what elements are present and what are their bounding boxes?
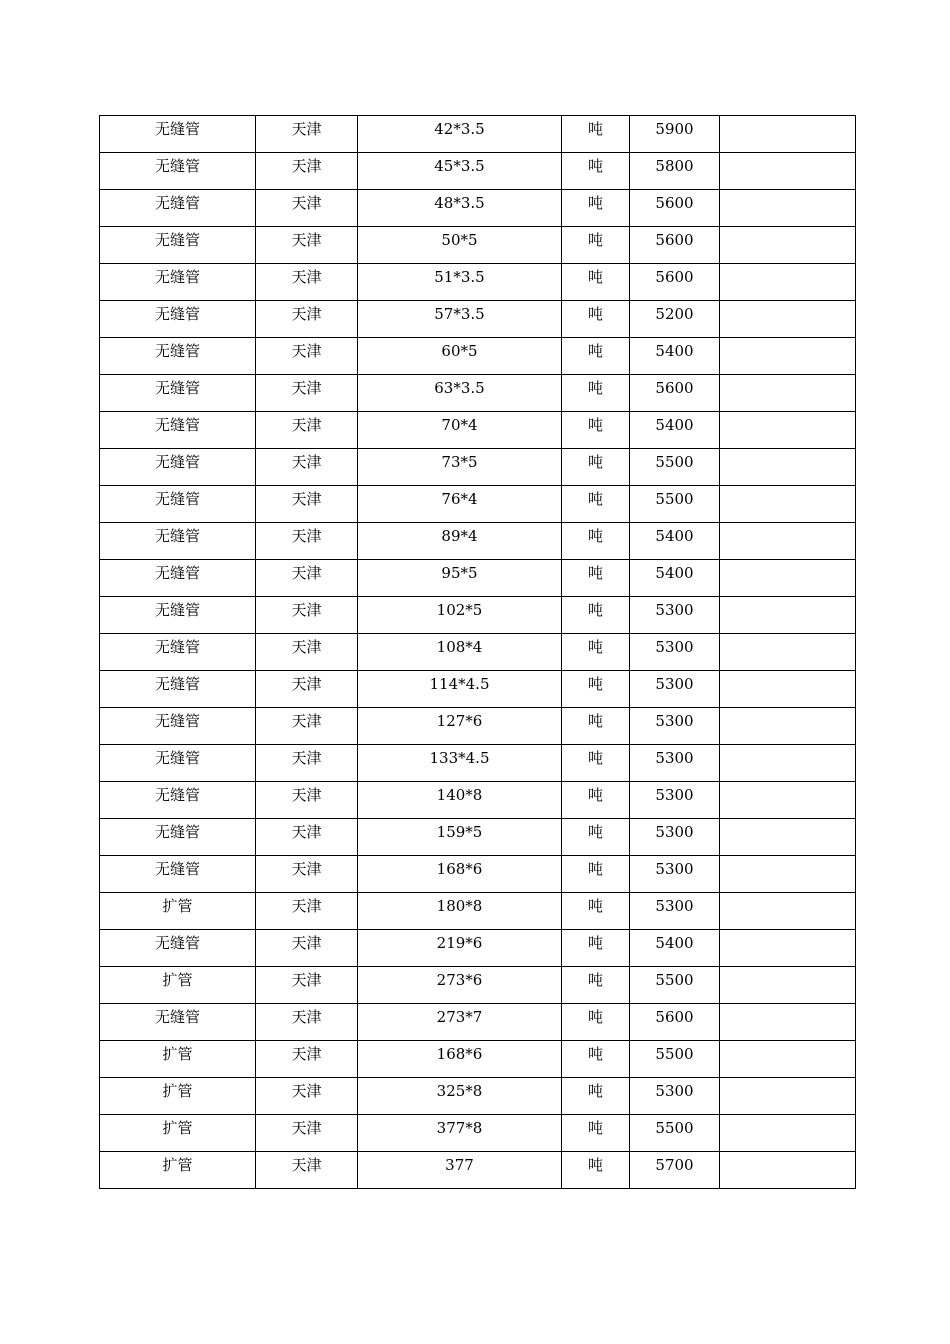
origin-cell: 天津 — [256, 190, 358, 227]
spec-cell: 57*3.5 — [358, 301, 562, 338]
spec-cell: 325*8 — [358, 1078, 562, 1115]
note-cell — [720, 153, 856, 190]
product-name-cell: 无缝管 — [100, 708, 256, 745]
note-cell — [720, 301, 856, 338]
price-cell: 5500 — [630, 449, 720, 486]
price-cell: 5400 — [630, 338, 720, 375]
origin-cell: 天津 — [256, 1041, 358, 1078]
product-name-cell: 无缝管 — [100, 486, 256, 523]
table-row — [100, 412, 856, 449]
origin-cell: 天津 — [256, 153, 358, 190]
origin-cell: 天津 — [256, 338, 358, 375]
product-name-cell: 无缝管 — [100, 449, 256, 486]
price-cell: 5500 — [630, 1115, 720, 1152]
spec-cell: 102*5 — [358, 597, 562, 634]
unit-cell: 吨 — [562, 1004, 630, 1041]
note-cell — [720, 967, 856, 1004]
spec-cell: 50*5 — [358, 227, 562, 264]
unit-cell: 吨 — [562, 190, 630, 227]
product-name-cell: 无缝管 — [100, 338, 256, 375]
price-cell: 5600 — [630, 1004, 720, 1041]
price-cell: 5600 — [630, 375, 720, 412]
note-cell — [720, 375, 856, 412]
price-cell: 5300 — [630, 819, 720, 856]
spec-cell: 108*4 — [358, 634, 562, 671]
price-cell: 5300 — [630, 745, 720, 782]
product-name-cell: 无缝管 — [100, 597, 256, 634]
origin-cell: 天津 — [256, 930, 358, 967]
table-row — [100, 190, 856, 227]
note-cell — [720, 893, 856, 930]
origin-cell: 天津 — [256, 264, 358, 301]
unit-cell: 吨 — [562, 856, 630, 893]
table-row — [100, 1115, 856, 1152]
origin-cell: 天津 — [256, 449, 358, 486]
table-row — [100, 486, 856, 523]
origin-cell: 天津 — [256, 893, 358, 930]
spec-cell: 140*8 — [358, 782, 562, 819]
note-cell — [720, 560, 856, 597]
unit-cell: 吨 — [562, 116, 630, 153]
product-name-cell: 无缝管 — [100, 782, 256, 819]
product-name-cell: 无缝管 — [100, 523, 256, 560]
unit-cell: 吨 — [562, 338, 630, 375]
origin-cell: 天津 — [256, 375, 358, 412]
spec-cell: 63*3.5 — [358, 375, 562, 412]
price-cell: 5400 — [630, 523, 720, 560]
spec-cell: 89*4 — [358, 523, 562, 560]
spec-cell: 168*6 — [358, 1041, 562, 1078]
table-row — [100, 523, 856, 560]
price-cell: 5200 — [630, 301, 720, 338]
table-row — [100, 116, 856, 153]
product-name-cell: 无缝管 — [100, 190, 256, 227]
origin-cell: 天津 — [256, 597, 358, 634]
note-cell — [720, 1078, 856, 1115]
note-cell — [720, 412, 856, 449]
table-row — [100, 708, 856, 745]
table-row — [100, 634, 856, 671]
product-name-cell: 扩管 — [100, 1041, 256, 1078]
origin-cell: 天津 — [256, 967, 358, 1004]
unit-cell: 吨 — [562, 634, 630, 671]
origin-cell: 天津 — [256, 745, 358, 782]
price-cell: 5300 — [630, 671, 720, 708]
table-row — [100, 1152, 856, 1189]
spec-cell: 159*5 — [358, 819, 562, 856]
origin-cell: 天津 — [256, 1115, 358, 1152]
product-name-cell: 无缝管 — [100, 560, 256, 597]
origin-cell: 天津 — [256, 782, 358, 819]
price-cell: 5400 — [630, 412, 720, 449]
unit-cell: 吨 — [562, 153, 630, 190]
product-name-cell: 无缝管 — [100, 227, 256, 264]
note-cell — [720, 1115, 856, 1152]
table-row — [100, 745, 856, 782]
price-cell: 5400 — [630, 930, 720, 967]
note-cell — [720, 338, 856, 375]
product-name-cell: 无缝管 — [100, 116, 256, 153]
spec-cell: 377 — [358, 1152, 562, 1189]
product-name-cell: 无缝管 — [100, 930, 256, 967]
table-row — [100, 1041, 856, 1078]
unit-cell: 吨 — [562, 671, 630, 708]
note-cell — [720, 745, 856, 782]
origin-cell: 天津 — [256, 560, 358, 597]
note-cell — [720, 190, 856, 227]
origin-cell: 天津 — [256, 708, 358, 745]
product-name-cell: 扩管 — [100, 1115, 256, 1152]
spec-cell: 273*6 — [358, 967, 562, 1004]
spec-cell: 168*6 — [358, 856, 562, 893]
unit-cell: 吨 — [562, 1078, 630, 1115]
price-cell: 5300 — [630, 597, 720, 634]
unit-cell: 吨 — [562, 375, 630, 412]
unit-cell: 吨 — [562, 597, 630, 634]
price-cell: 5500 — [630, 486, 720, 523]
product-name-cell: 扩管 — [100, 967, 256, 1004]
product-name-cell: 无缝管 — [100, 745, 256, 782]
note-cell — [720, 227, 856, 264]
table-row — [100, 1078, 856, 1115]
spec-cell: 273*7 — [358, 1004, 562, 1041]
unit-cell: 吨 — [562, 486, 630, 523]
price-cell: 5300 — [630, 1078, 720, 1115]
price-table — [99, 115, 856, 1189]
table-row — [100, 930, 856, 967]
spec-cell: 76*4 — [358, 486, 562, 523]
unit-cell: 吨 — [562, 227, 630, 264]
spec-cell: 73*5 — [358, 449, 562, 486]
price-cell: 5900 — [630, 116, 720, 153]
note-cell — [720, 856, 856, 893]
note-cell — [720, 264, 856, 301]
origin-cell: 天津 — [256, 634, 358, 671]
product-name-cell: 无缝管 — [100, 301, 256, 338]
table-row — [100, 856, 856, 893]
price-cell: 5600 — [630, 227, 720, 264]
origin-cell: 天津 — [256, 856, 358, 893]
spec-cell: 127*6 — [358, 708, 562, 745]
note-cell — [720, 449, 856, 486]
note-cell — [720, 116, 856, 153]
unit-cell: 吨 — [562, 967, 630, 1004]
note-cell — [720, 1152, 856, 1189]
product-name-cell: 无缝管 — [100, 153, 256, 190]
product-name-cell: 无缝管 — [100, 671, 256, 708]
unit-cell: 吨 — [562, 782, 630, 819]
spec-cell: 70*4 — [358, 412, 562, 449]
product-name-cell: 无缝管 — [100, 634, 256, 671]
unit-cell: 吨 — [562, 930, 630, 967]
table-body — [100, 116, 856, 1189]
origin-cell: 天津 — [256, 227, 358, 264]
spec-cell: 42*3.5 — [358, 116, 562, 153]
unit-cell: 吨 — [562, 523, 630, 560]
product-name-cell: 无缝管 — [100, 375, 256, 412]
unit-cell: 吨 — [562, 264, 630, 301]
unit-cell: 吨 — [562, 1041, 630, 1078]
price-cell: 5600 — [630, 190, 720, 227]
unit-cell: 吨 — [562, 560, 630, 597]
origin-cell: 天津 — [256, 1078, 358, 1115]
note-cell — [720, 930, 856, 967]
price-cell: 5500 — [630, 967, 720, 1004]
spec-cell: 219*6 — [358, 930, 562, 967]
product-name-cell: 无缝管 — [100, 1004, 256, 1041]
table-row — [100, 227, 856, 264]
unit-cell: 吨 — [562, 412, 630, 449]
unit-cell: 吨 — [562, 745, 630, 782]
note-cell — [720, 782, 856, 819]
product-name-cell: 扩管 — [100, 893, 256, 930]
origin-cell: 天津 — [256, 1152, 358, 1189]
table-row — [100, 560, 856, 597]
note-cell — [720, 523, 856, 560]
unit-cell: 吨 — [562, 819, 630, 856]
product-name-cell: 无缝管 — [100, 856, 256, 893]
spec-cell: 377*8 — [358, 1115, 562, 1152]
unit-cell: 吨 — [562, 301, 630, 338]
spec-cell: 133*4.5 — [358, 745, 562, 782]
note-cell — [720, 486, 856, 523]
table-row — [100, 338, 856, 375]
table-row — [100, 893, 856, 930]
note-cell — [720, 1004, 856, 1041]
price-cell: 5500 — [630, 1041, 720, 1078]
note-cell — [720, 819, 856, 856]
unit-cell: 吨 — [562, 1152, 630, 1189]
price-cell: 5600 — [630, 264, 720, 301]
unit-cell: 吨 — [562, 708, 630, 745]
note-cell — [720, 1041, 856, 1078]
price-cell: 5300 — [630, 856, 720, 893]
origin-cell: 天津 — [256, 301, 358, 338]
spec-cell: 114*4.5 — [358, 671, 562, 708]
price-cell: 5300 — [630, 893, 720, 930]
table-row — [100, 671, 856, 708]
table-row — [100, 597, 856, 634]
spec-cell: 95*5 — [358, 560, 562, 597]
table-row — [100, 449, 856, 486]
origin-cell: 天津 — [256, 486, 358, 523]
note-cell — [720, 597, 856, 634]
product-name-cell: 无缝管 — [100, 819, 256, 856]
product-name-cell: 扩管 — [100, 1152, 256, 1189]
table-row — [100, 264, 856, 301]
note-cell — [720, 634, 856, 671]
price-cell: 5300 — [630, 782, 720, 819]
origin-cell: 天津 — [256, 1004, 358, 1041]
price-cell: 5400 — [630, 560, 720, 597]
unit-cell: 吨 — [562, 1115, 630, 1152]
note-cell — [720, 708, 856, 745]
spec-cell: 45*3.5 — [358, 153, 562, 190]
price-cell: 5700 — [630, 1152, 720, 1189]
unit-cell: 吨 — [562, 449, 630, 486]
origin-cell: 天津 — [256, 819, 358, 856]
spec-cell: 48*3.5 — [358, 190, 562, 227]
table-row — [100, 153, 856, 190]
spec-cell: 51*3.5 — [358, 264, 562, 301]
spec-cell: 180*8 — [358, 893, 562, 930]
origin-cell: 天津 — [256, 523, 358, 560]
note-cell — [720, 671, 856, 708]
table-row — [100, 1004, 856, 1041]
unit-cell: 吨 — [562, 893, 630, 930]
product-name-cell: 无缝管 — [100, 412, 256, 449]
origin-cell: 天津 — [256, 671, 358, 708]
origin-cell: 天津 — [256, 116, 358, 153]
price-cell: 5300 — [630, 708, 720, 745]
table-row — [100, 301, 856, 338]
price-cell: 5300 — [630, 634, 720, 671]
origin-cell: 天津 — [256, 412, 358, 449]
price-cell: 5800 — [630, 153, 720, 190]
table-row — [100, 819, 856, 856]
table-row — [100, 967, 856, 1004]
product-name-cell: 无缝管 — [100, 264, 256, 301]
table-row — [100, 375, 856, 412]
product-name-cell: 扩管 — [100, 1078, 256, 1115]
table-row — [100, 782, 856, 819]
spec-cell: 60*5 — [358, 338, 562, 375]
